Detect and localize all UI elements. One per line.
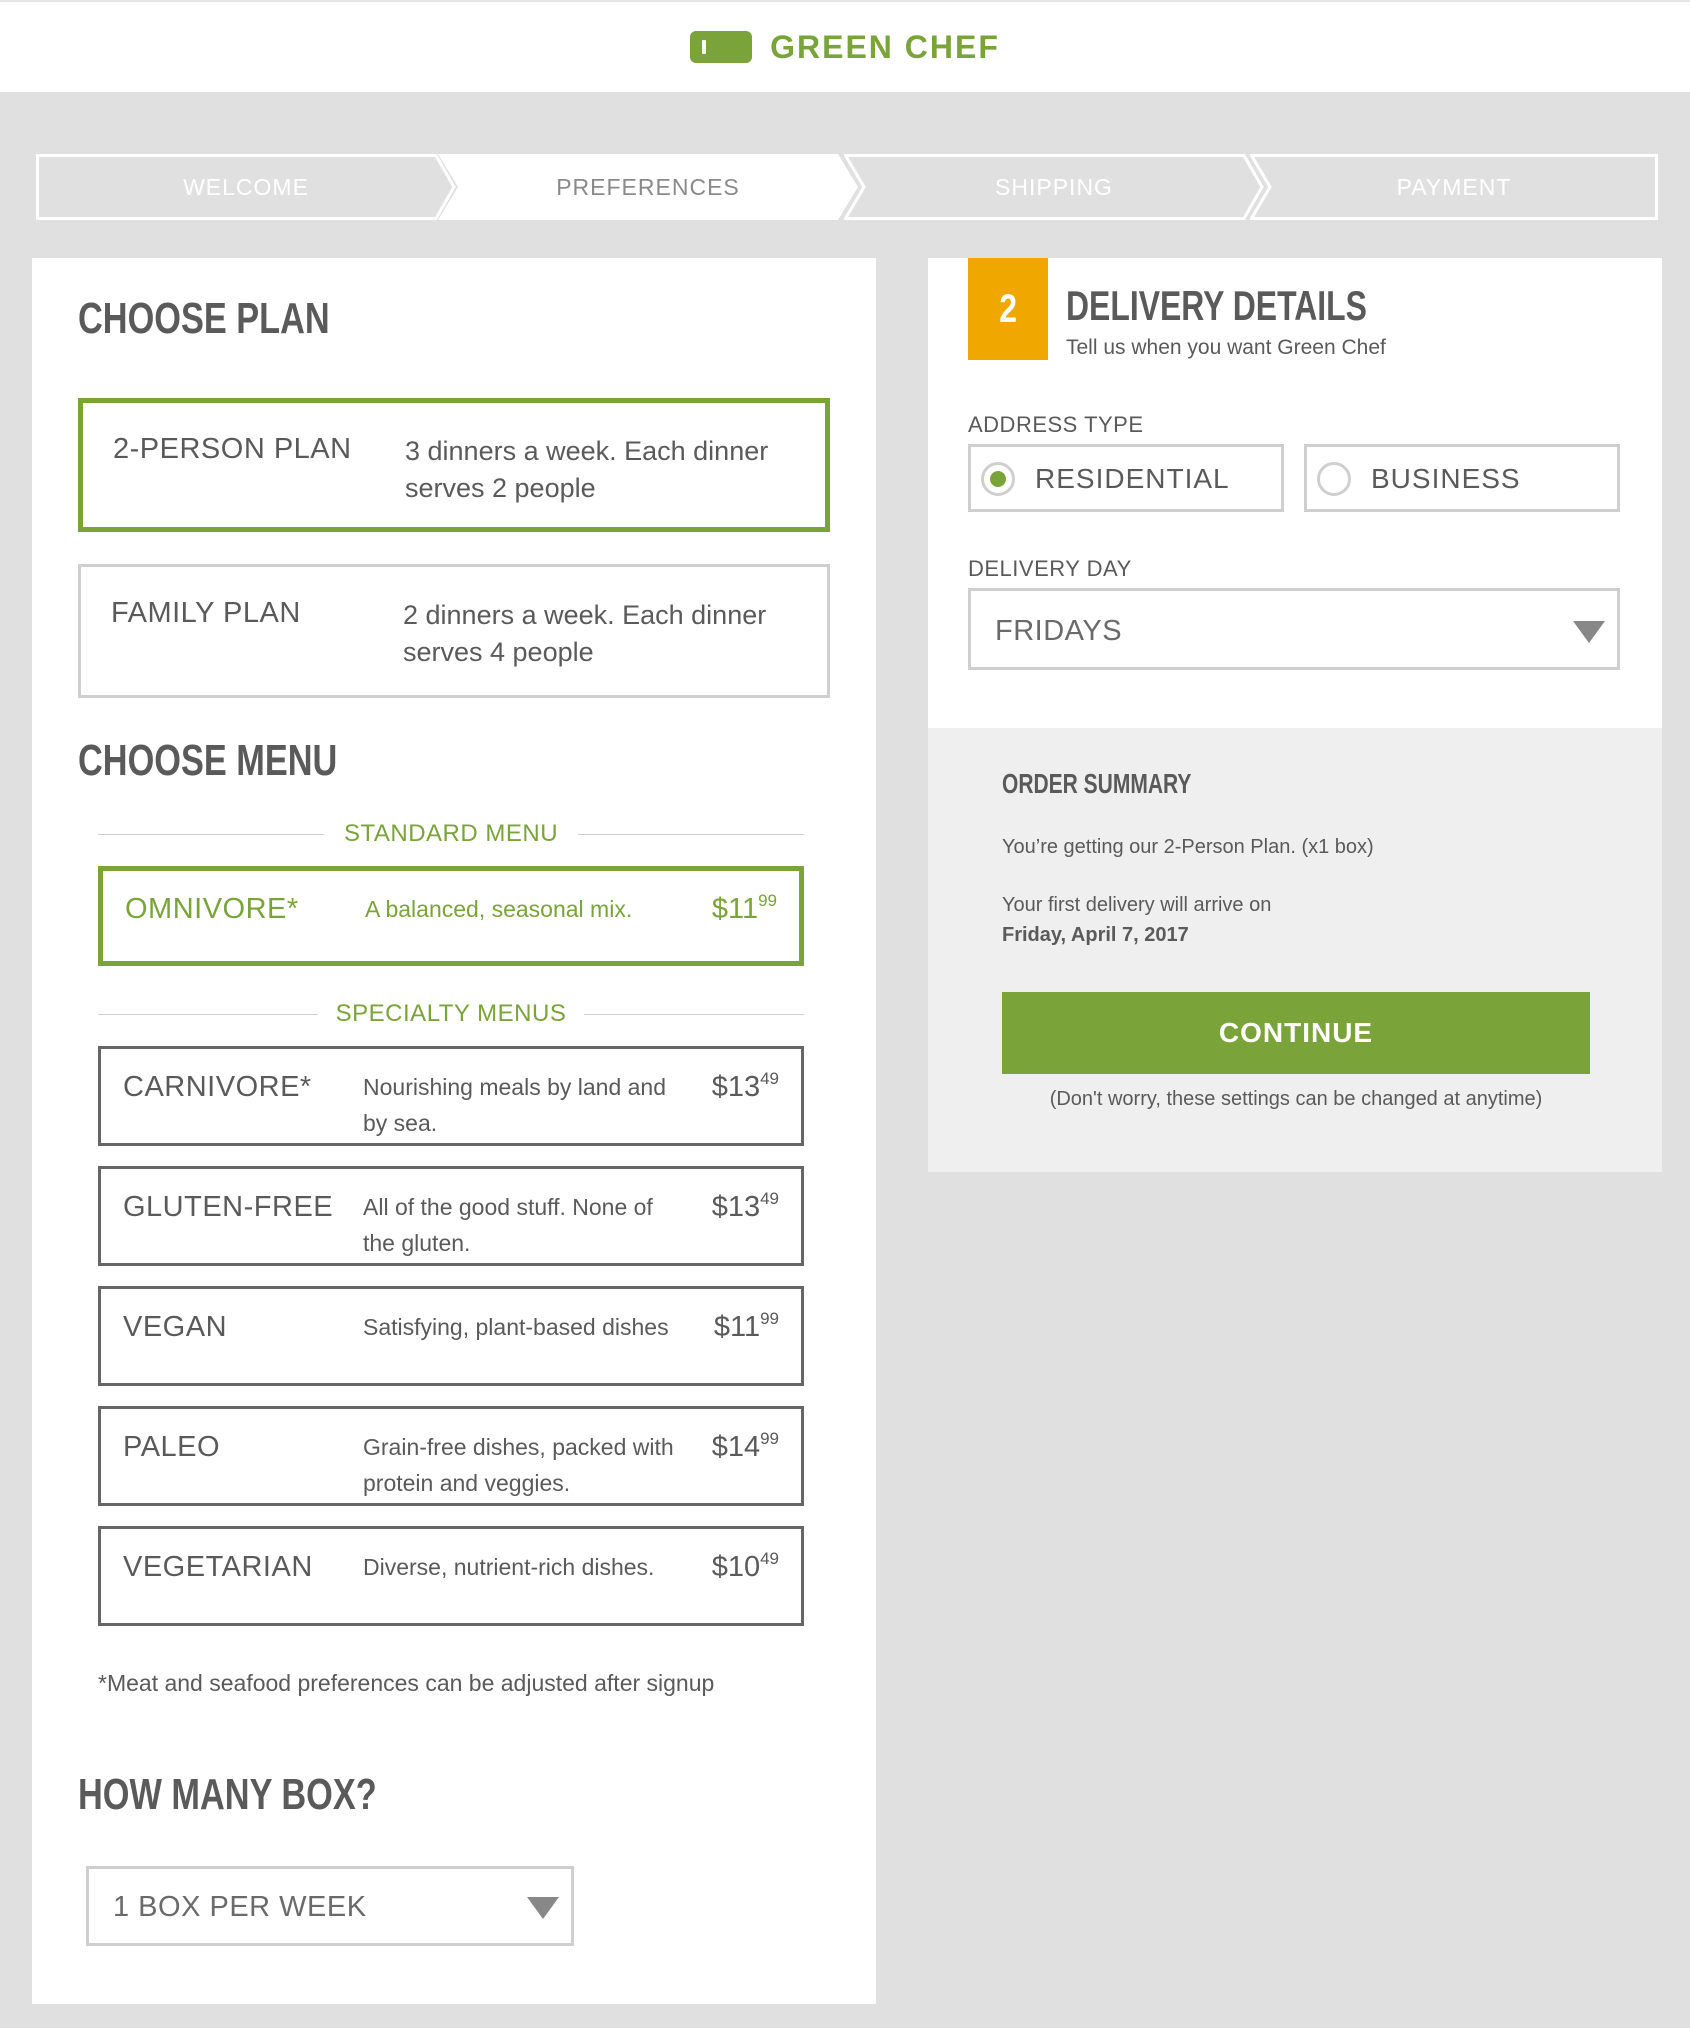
- radio-unselected-icon: [1317, 462, 1351, 496]
- chevron-down-icon: [527, 1897, 559, 1919]
- menu-name: VEGAN: [123, 1311, 228, 1343]
- plan-name: 2-PERSON PLAN: [113, 433, 352, 465]
- menu-description: Diverse, nutrient-rich dishes.: [363, 1554, 655, 1580]
- step-welcome[interactable]: [36, 154, 456, 220]
- step-payment-label: PAYMENT: [1396, 173, 1512, 200]
- price-cents: 99: [760, 1309, 779, 1328]
- step-shipping-label: SHIPPING: [995, 173, 1113, 200]
- progress-steps: [36, 154, 1658, 220]
- menu-option-gluten-free[interactable]: [98, 1166, 804, 1266]
- menu-price: [712, 1431, 779, 1464]
- specialty-menus-divider: [98, 1000, 804, 1030]
- menu-option-vegan[interactable]: [98, 1286, 804, 1386]
- menu-price: [712, 1071, 779, 1104]
- order-summary-title: ORDER SUMMARY: [1002, 768, 1192, 799]
- price-cents: 49: [760, 1549, 779, 1568]
- menu-description: All of the good stuff. None of the gluten.: [363, 1194, 653, 1256]
- menu-option-vegetarian[interactable]: [98, 1526, 804, 1626]
- plan-description: 2 dinners a week. Each dinner serves 4 people: [403, 600, 767, 667]
- menu-name: CARNIVORE*: [123, 1071, 312, 1103]
- delivery-details-subtitle: Tell us when you want Green Chef: [1066, 336, 1386, 359]
- logo-text: GREEN CHEF: [770, 28, 1000, 65]
- menu-price: [712, 893, 777, 926]
- order-summary: [928, 728, 1662, 1172]
- chevron-down-icon: [1573, 621, 1605, 643]
- site-header: [0, 0, 1690, 92]
- radio-label: BUSINESS: [1371, 463, 1521, 494]
- menu-name: GLUTEN-FREE: [123, 1191, 334, 1223]
- logo-icon: [690, 31, 752, 63]
- plan-name: FAMILY PLAN: [111, 597, 301, 629]
- box-count-select[interactable]: [86, 1866, 574, 1946]
- menu-name: OMNIVORE*: [125, 893, 299, 925]
- order-summary-plan: You’re getting our 2-Person Plan. (x1 box): [1002, 836, 1374, 858]
- price-dollars: $11: [713, 1311, 761, 1343]
- menu-option-carnivore[interactable]: [98, 1046, 804, 1146]
- menu-price: [712, 1551, 779, 1584]
- box-count-value: 1 BOX PER WEEK: [113, 1891, 367, 1923]
- step-preferences[interactable]: [438, 154, 858, 220]
- delivery-details-card: [928, 258, 1662, 728]
- price-cents: 49: [760, 1069, 779, 1088]
- choose-menu-title: CHOOSE MENU: [78, 736, 338, 785]
- price-dollars: $10: [711, 1551, 761, 1583]
- radio-selected-icon: [981, 462, 1015, 496]
- standard-menu-label: STANDARD MENU: [343, 820, 559, 847]
- menu-name: VEGETARIAN: [123, 1551, 313, 1583]
- delivery-day-value: FRIDAYS: [995, 615, 1123, 647]
- delivery-day-select[interactable]: [968, 588, 1620, 670]
- standard-menu-divider: [98, 820, 804, 850]
- step-number: 2: [999, 286, 1017, 331]
- menu-footnote: *Meat and seafood preferences can be adjusted after signup: [98, 1670, 715, 1696]
- price-dollars: $13: [711, 1071, 761, 1103]
- step-number-badge: [968, 258, 1048, 360]
- menu-description: Satisfying, plant-based dishes: [363, 1314, 669, 1340]
- menu-description: A balanced, seasonal mix.: [365, 896, 633, 922]
- preferences-card: [32, 258, 876, 2004]
- address-type-business[interactable]: [1304, 444, 1620, 512]
- delivery-day-label: DELIVERY DAY: [968, 556, 1132, 581]
- menu-option-omnivore[interactable]: [98, 866, 804, 966]
- order-summary-arrival-date: Friday, April 7, 2017: [1002, 924, 1189, 946]
- price-dollars: $14: [711, 1431, 761, 1463]
- price-dollars: $11: [711, 893, 759, 925]
- step-shipping[interactable]: [844, 154, 1264, 220]
- plan-option-2-person[interactable]: [78, 398, 830, 532]
- menu-price: [714, 1311, 779, 1344]
- order-summary-arrival: Your first delivery will arrive on: [1002, 894, 1272, 916]
- plan-option-family[interactable]: [78, 564, 830, 698]
- step-payment[interactable]: [1250, 154, 1658, 220]
- radio-label: RESIDENTIAL: [1035, 463, 1230, 494]
- price-dollars: $13: [711, 1191, 761, 1223]
- price-cents: 49: [760, 1189, 779, 1208]
- menu-name: PALEO: [123, 1431, 221, 1463]
- address-type-residential[interactable]: [968, 444, 1284, 512]
- step-welcome-label: WELCOME: [183, 173, 309, 200]
- step-preferences-label: PREFERENCES: [556, 173, 740, 200]
- specialty-menus-label: SPECIALTY MENUS: [335, 1000, 567, 1027]
- price-cents: 99: [760, 1429, 779, 1448]
- delivery-details-title: DELIVERY DETAILS: [1066, 282, 1367, 329]
- menu-price: [712, 1191, 779, 1224]
- address-type-label: ADDRESS TYPE: [968, 412, 1144, 437]
- choose-plan-title: CHOOSE PLAN: [78, 294, 330, 343]
- menu-description: Nourishing meals by land and by sea.: [363, 1074, 667, 1136]
- how-many-box-title: HOW MANY BOX?: [78, 1770, 377, 1819]
- plan-description: 3 dinners a week. Each dinner serves 2 people: [405, 436, 769, 503]
- continue-button[interactable]: CONTINUE: [1002, 992, 1590, 1074]
- menu-option-paleo[interactable]: [98, 1406, 804, 1506]
- menu-description: Grain-free dishes, packed with protein and veggies.: [363, 1434, 674, 1496]
- settings-note: (Don't worry, these settings can be changed at anytime): [1049, 1088, 1543, 1110]
- price-cents: 99: [758, 891, 777, 910]
- green-chef-logo[interactable]: [690, 29, 1000, 66]
